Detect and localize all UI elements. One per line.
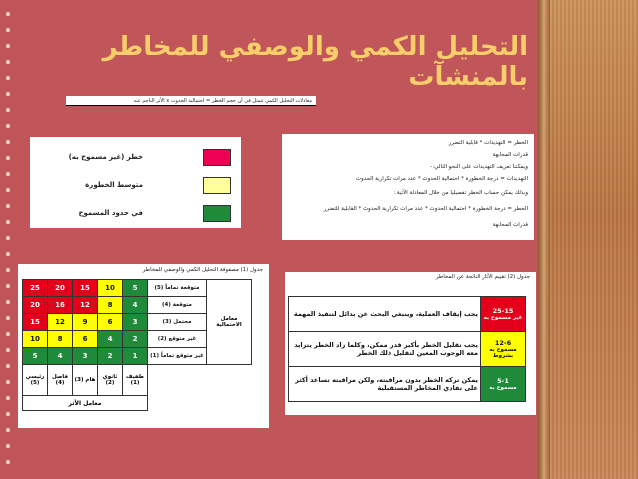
border-dot [6, 460, 10, 464]
effect-level: غير مسموح به [483, 315, 523, 321]
legend-swatch [203, 205, 231, 222]
effect-range: 25-15 [492, 307, 514, 315]
effect-text: يمكن تركه الخطر بدون مراقبته، ولكن مراقبته تساعد أكثر على تفادي المخاطر المستقبلية [289, 367, 481, 402]
matrix-cell: 16 [48, 297, 73, 314]
matrix-cell: 4 [98, 331, 123, 348]
effect-range: 5-1 [497, 377, 509, 385]
border-dot [6, 60, 10, 64]
matrix-cell: 4 [48, 348, 73, 365]
border-dot [6, 236, 10, 240]
slide-title: التحليل الكمي والوصفي للمخاطر بالمنشآت [102, 32, 528, 92]
threat-line: ويمكننا تعريف التهديدات على النحو التالي:- [430, 164, 528, 170]
impact-level: طفيف (1) [123, 365, 148, 396]
matrix-cell: 5 [123, 280, 148, 297]
likelihood-label: متوقعة (4) [148, 297, 207, 314]
matrix-cell: 1 [123, 348, 148, 365]
legend-row [69, 147, 231, 167]
effect-range: 12-6 [494, 339, 512, 347]
border-dot [6, 204, 10, 208]
matrix-cell: 2 [123, 331, 148, 348]
border-dot [6, 332, 10, 336]
border-dot [6, 140, 10, 144]
border-dot [6, 28, 10, 32]
likelihood-label: غير متوقع تماماً (1) [148, 348, 207, 365]
border-dot [6, 172, 10, 176]
threat-line: الخطر = درجة الخطورة * احتمالية الحدوث * عدد مرات تكرارية الحدوث * القابلية للتضرر [323, 206, 528, 212]
border-dot [6, 284, 10, 288]
matrix-cell: 10 [23, 331, 48, 348]
legend-row [78, 203, 231, 223]
effect-level: مسموح به [489, 385, 517, 391]
border-dot [6, 412, 10, 416]
effect-level-cell [481, 297, 526, 332]
border-dot [6, 108, 10, 112]
matrix-cell: 15 [23, 314, 48, 331]
matrix-cell: 3 [123, 314, 148, 331]
border-dot [6, 444, 10, 448]
border-dot [6, 76, 10, 80]
matrix-cell: 6 [73, 331, 98, 348]
border-dot [6, 156, 10, 160]
threat-line: الخطر = التهديدات * قابلية التضرر [448, 140, 528, 146]
matrix-cell: 15 [73, 280, 98, 297]
border-dot [6, 364, 10, 368]
border-dot [6, 380, 10, 384]
matrix-cell: 12 [48, 314, 73, 331]
border-dot [6, 348, 10, 352]
sidebar-border [538, 0, 550, 479]
border-dot [6, 188, 10, 192]
legend-swatch [203, 149, 231, 166]
likelihood-axis-label: معامل الاحتمالية [207, 280, 252, 365]
threat-line: التهديدات = درجة الخطورة * احتمالية الحدوث * عدد مرات تكرارية الحدوث [355, 176, 528, 182]
threat-line: قدرات المجابهة [492, 222, 528, 228]
border-dot [6, 44, 10, 48]
matrix-cell: 25 [23, 280, 48, 297]
matrix-title: جدول (1) مصفوفة التحليل الكمي والوصفي للمخاطر [142, 267, 263, 273]
matrix-cell: 6 [98, 314, 123, 331]
decorative-sidebar [538, 0, 638, 479]
border-dot [6, 396, 10, 400]
border-dot [6, 252, 10, 256]
matrix-cell: 20 [48, 280, 73, 297]
likelihood-label: غير متوقع (2) [148, 331, 207, 348]
legend-swatch [203, 177, 231, 194]
risk-matrix-panel [18, 264, 269, 428]
matrix-cell: 10 [98, 280, 123, 297]
impact-level: ثانوي (2) [98, 365, 123, 396]
matrix-cell: 2 [98, 348, 123, 365]
likelihood-label: محتمل (3) [148, 314, 207, 331]
border-dot [6, 428, 10, 432]
threat-line: قدرات المجابهة [492, 152, 528, 158]
border-dot [6, 124, 10, 128]
matrix-cell: 5 [23, 348, 48, 365]
border-dot [6, 300, 10, 304]
impact-level: رئيسي (5) [23, 365, 48, 396]
legend-label: في حدود المسموح [78, 209, 143, 217]
effects-panel [285, 272, 536, 415]
legend-row [85, 175, 231, 195]
legend-panel [30, 137, 241, 228]
effects-title: جدول (2) تقييم الآثار الناتجة عن المخاطر [435, 274, 530, 280]
effects-table [288, 296, 526, 402]
matrix-cell: 4 [123, 297, 148, 314]
matrix-cell: 20 [23, 297, 48, 314]
matrix-cell: 12 [73, 297, 98, 314]
formula-bar: معادلات التحليل الكمي تتمثل في أن حجم الخطر = احتمالية الحدوث x الأثر الناجم عنه [66, 96, 316, 106]
border-dot [6, 268, 10, 272]
effect-level-cell [481, 367, 526, 402]
risk-matrix-table [22, 279, 252, 411]
impact-level: فاصل (4) [48, 365, 73, 396]
threat-line: وبذلك يمكن حساب الخطر تفصيليا من خلال المعادلة الآتية : [393, 190, 528, 196]
border-dot [6, 220, 10, 224]
matrix-cell: 8 [48, 331, 73, 348]
matrix-cell: 8 [98, 297, 123, 314]
likelihood-label: متوقعة تماماً (5) [148, 280, 207, 297]
border-dot [6, 316, 10, 320]
effect-text: يجب إيقاف العملية، وينبغي البحث عن بدائل لتنفيذ المهمة [289, 297, 481, 332]
effect-level-cell [481, 332, 526, 367]
border-dot [6, 92, 10, 96]
border-dot [6, 12, 10, 16]
impact-level: هام (3) [73, 365, 98, 396]
threat-equation-panel [282, 134, 534, 240]
matrix-cell: 9 [73, 314, 98, 331]
legend-label: متوسط الخطورة [85, 181, 143, 189]
legend-label: خطر (غير مسموح به) [68, 153, 143, 161]
matrix-cell: 3 [73, 348, 98, 365]
impact-axis-label: معامل الأثر [23, 396, 148, 411]
effect-level: مسموح به بشروط [489, 347, 517, 359]
effect-text: يجب تقليل الخطر بأكبر قدر ممكن، وكلما زاد الخطر يتزايد معه الوجوب المعين لتقليل ذلك الخطر [289, 332, 481, 367]
